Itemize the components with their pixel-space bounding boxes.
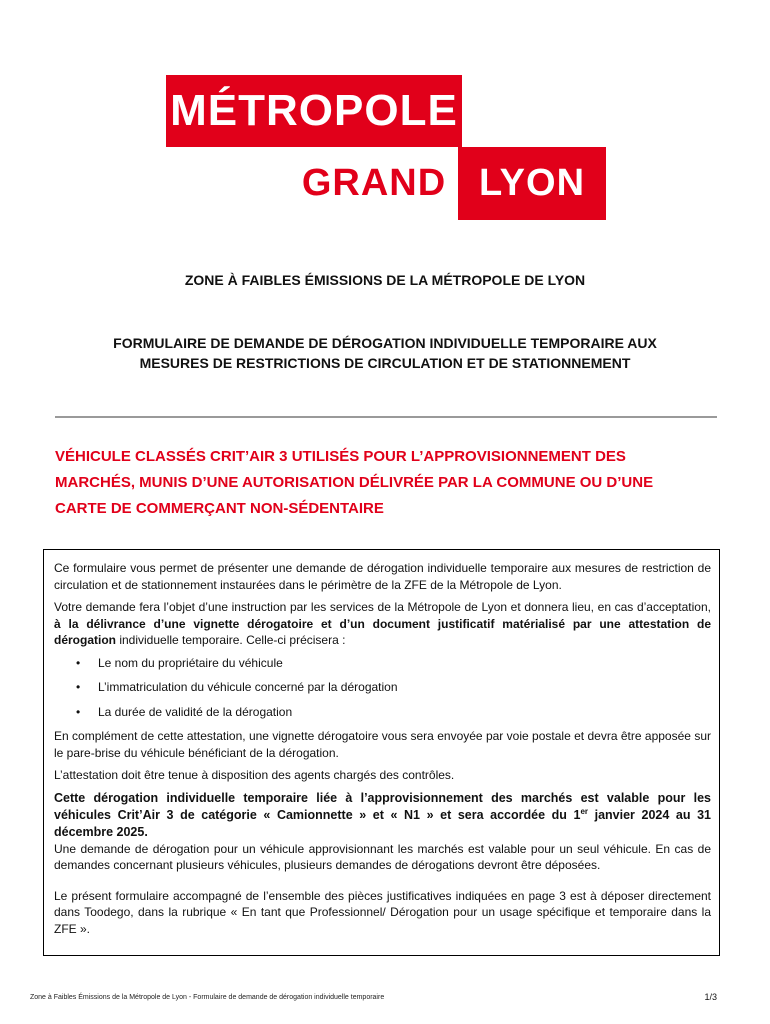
bullet-icon: • bbox=[76, 655, 81, 670]
list-item-text: La durée de validité de la dérogation bbox=[98, 704, 293, 719]
attestation-paragraph: L’attestation doit être tenue à disposition des agents chargés des contrôles. bbox=[54, 768, 455, 782]
validity-text-end: janvier 2024 au 31 décembre 2025. bbox=[54, 807, 711, 839]
horizontal-divider bbox=[55, 416, 717, 418]
vehicle-heading-line-3: CARTE DE COMMERÇANT NON-SÉDENTAIRE bbox=[55, 500, 384, 517]
validity-paragraph bbox=[54, 790, 711, 841]
information-box bbox=[43, 549, 720, 956]
instruction-paragraph bbox=[54, 599, 711, 649]
vehicle-heading-line-2: MARCHÉS, MUNIS D’UNE AUTORISATION DÉLIVRÉE PAR LA COMMUNE OU D’UNE bbox=[55, 474, 654, 491]
form-title-line-2: MESURES DE RESTRICTIONS DE CIRCULATION ET DE STATIONNEMENT bbox=[139, 355, 631, 371]
logo-word-grand: GRAND bbox=[301, 162, 447, 204]
logo-word-lyon: LYON bbox=[478, 162, 586, 204]
list-item-text: Le nom du propriétaire du véhicule bbox=[98, 655, 283, 670]
page-number: 1/3 bbox=[704, 992, 717, 1002]
instruction-text-bold: à la délivrance d’une vignette dérogatoire et d’un document justificatif matérialisé par une attestation de dérogation bbox=[54, 616, 711, 647]
attestation-details-list bbox=[54, 655, 711, 721]
list-item bbox=[76, 704, 711, 721]
single-vehicle-paragraph: Une demande de dérogation pour un véhicule approvisionnant les marchés est valable pour un seul véhicule. En cas de demandes concernant plusieurs véhicules, plusieurs demandes de dérogations devront être déposées. bbox=[54, 841, 711, 872]
vignette-paragraph: En complément de cette attestation, une vignette dérogatoire vous sera envoyée par voie postale et devra être apposée sur le pare-brise du véhicule bénéficiant de la dérogation. bbox=[54, 729, 711, 760]
validity-text-start: Cette dérogation individuelle temporaire liée à l’approvisionnement des marchés est valable pour les véhicules Crit’Air 3 de catégorie « Camionnette » et « N1 » et sera accordée du 1 bbox=[54, 790, 711, 822]
form-title-line-1: FORMULAIRE DE DEMANDE DE DÉROGATION INDIVIDUELLE TEMPORAIRE AUX bbox=[113, 335, 657, 351]
list-item bbox=[76, 655, 711, 672]
submission-paragraph: Le présent formulaire accompagné de l’ensemble des pièces justificatives indiquées en page 3 est à déposer directement dans Toodego, dans la rubrique « En tant que Professionnel/ Dérogation pour un usage spécifique et temporaire dans la ZFE ». bbox=[54, 888, 711, 936]
bullet-icon: • bbox=[76, 680, 81, 694]
intro-paragraph: Ce formulaire vous permet de présenter une demande de dérogation individuelle temporaire aux mesures de restriction de circulation et de stationnement instaurées dans le périmètre de la ZFE de la Métropole de Lyon. bbox=[54, 561, 711, 592]
validity-superscript: er bbox=[580, 806, 589, 816]
vehicle-category-heading bbox=[55, 444, 720, 522]
instruction-text-start: Votre demande fera l’objet d’une instruction par les services de la Métropole de Lyon et donnera lieu, en cas d’acceptation, bbox=[54, 600, 711, 614]
zone-heading: ZONE À FAIBLES ÉMISSIONS DE LA MÉTROPOLE DE LYON bbox=[184, 272, 586, 288]
instruction-text-end: individuelle temporaire. Celle-ci précisera : bbox=[116, 633, 346, 647]
bullet-icon: • bbox=[76, 704, 81, 719]
logo-word-metropole: MÉTROPOLE bbox=[170, 86, 458, 135]
list-item-text: L’immatriculation du véhicule concerné par la dérogation bbox=[98, 680, 398, 694]
vehicle-heading-line-1: VÉHICULE CLASSÉS CRIT’AIR 3 UTILISÉS POUR L’APPROVISIONNEMENT DES bbox=[55, 448, 626, 465]
metropole-grand-lyon-logo bbox=[0, 0, 770, 230]
list-item bbox=[76, 679, 711, 696]
page-footer: Zone à Faibles Émissions de la Métropole de Lyon - Formulaire de demande de dérogation individuelle temporaire bbox=[30, 994, 385, 1001]
form-title bbox=[60, 333, 710, 373]
